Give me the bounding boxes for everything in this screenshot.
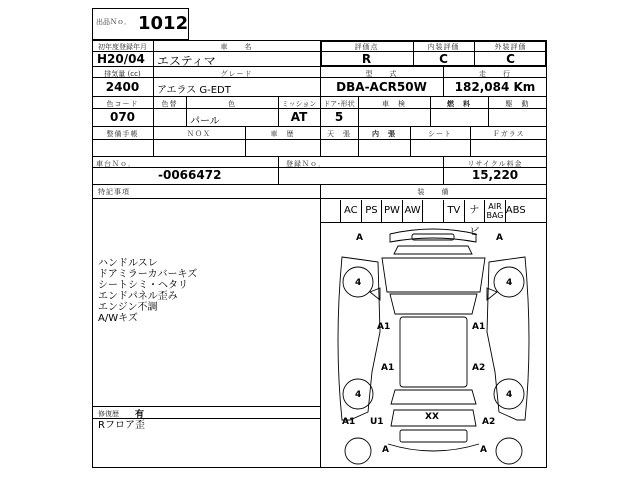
- label-color: 色: [228, 100, 236, 108]
- mark-tire-rl: 4: [355, 390, 362, 400]
- label-model: 型 式: [365, 70, 398, 78]
- equipment-item: AW: [402, 200, 423, 222]
- lot-number-label: 出品Ｎｏ．: [96, 18, 131, 26]
- equipment-item: TV: [443, 200, 464, 222]
- label-headliner: 天 張: [327, 130, 351, 138]
- mark-door-rr: A2: [472, 363, 486, 373]
- label-color-code: 色コード: [106, 100, 139, 108]
- label-windshield: Ｆガラス: [492, 130, 525, 138]
- mark-door-rl: A1: [381, 363, 395, 373]
- equipment-item: PS: [361, 200, 382, 222]
- doors: 5: [334, 110, 344, 124]
- color: パール: [190, 116, 220, 127]
- score-value: R: [361, 52, 372, 66]
- exterior-value: C: [506, 52, 515, 66]
- mark-rear-a1: A1: [342, 417, 356, 427]
- label-equipment: 装 備: [417, 188, 450, 196]
- remark-line: エンジン不調: [98, 302, 158, 313]
- label-maintenance-book: 整備手帳: [106, 130, 139, 138]
- first-registration: H20/04: [97, 52, 145, 66]
- label-mission: ミッション: [281, 100, 317, 108]
- label-exterior: 外装評価: [494, 43, 527, 51]
- mark-tire-fl: 4: [355, 278, 362, 288]
- mark-bottom-right: A: [480, 445, 487, 455]
- mark-pillar-fr: A1: [472, 322, 486, 332]
- mark-front-right: A: [496, 233, 503, 243]
- mark-tire-fr: 4: [506, 278, 513, 288]
- label-mileage: 走 行: [479, 70, 511, 78]
- label-drive: 駆 動: [505, 100, 530, 108]
- label-interior: 内装評価: [427, 43, 460, 51]
- label-interior-trim: 内 張: [372, 130, 396, 138]
- equipment-item: AC: [340, 200, 361, 222]
- label-doors: ドア･形状: [323, 100, 355, 108]
- equipment-item: PW: [381, 200, 402, 222]
- vehicle-damage-diagram: [320, 222, 547, 468]
- label-score: 評価点: [354, 43, 379, 51]
- displacement: 2400: [105, 80, 140, 94]
- label-fuel: 燃 料: [447, 100, 471, 108]
- label-registration-number: 登録Ｎｏ．: [286, 160, 326, 168]
- label-nox: ＮＯＸ: [187, 130, 211, 138]
- remark-line: エンドパネル歪み: [98, 291, 178, 302]
- label-car-name: 車 名: [220, 43, 253, 51]
- label-repair-history: 修復歴: [98, 410, 119, 418]
- remark-line: ドアミラーカバーキズ: [98, 269, 198, 280]
- label-seat: シート: [428, 130, 452, 138]
- equipment-item: AIR BAG: [484, 200, 505, 222]
- model-code: DBA-ACR50W: [336, 80, 427, 94]
- label-chassis-number: 車台Ｎｏ．: [96, 160, 136, 168]
- equipment-item: ナビ: [464, 200, 485, 222]
- interior-value: C: [439, 52, 448, 66]
- mission: AT: [290, 110, 308, 124]
- recycle-fee: 15,220: [471, 168, 519, 182]
- mark-rear-a2: A2: [482, 417, 496, 427]
- car-name: エスティマ: [157, 54, 216, 68]
- mark-pillar-fl: A1: [377, 322, 391, 332]
- label-history: 車 歴: [270, 130, 295, 138]
- mark-tire-rr: 4: [506, 390, 513, 400]
- mark-front-left: A: [356, 233, 363, 243]
- grade: アエラス G-EDT: [157, 85, 231, 96]
- label-first-registration: 初年度登録年月: [98, 43, 147, 51]
- label-inspection: 車 検: [382, 100, 406, 108]
- chassis-number: -0066472: [158, 168, 222, 182]
- label-remarks: 特記事項: [98, 188, 130, 196]
- repair-detail: Rフロア歪: [98, 420, 145, 431]
- remark-line: ハンドルスレ: [98, 258, 158, 269]
- equipment-item: [422, 200, 443, 222]
- mileage: 182,084 Km: [454, 80, 536, 94]
- mark-rear-xx: XX: [425, 412, 439, 422]
- remark-line: A/Wキズ: [98, 313, 138, 324]
- label-grade: グレード: [220, 70, 253, 78]
- mark-bottom-left: A: [382, 445, 389, 455]
- label-displacement: 排気量 (cc): [104, 70, 141, 78]
- repair-history-value: 有: [135, 410, 145, 420]
- remark-line: シートシミ・ヘタリ: [98, 280, 188, 291]
- equipment-item: ABS: [505, 200, 526, 222]
- label-color-change: 色替: [161, 100, 178, 108]
- mark-rear-u1: U1: [370, 417, 384, 427]
- color-code: 070: [109, 110, 136, 124]
- label-recycle-fee: リサイクル料金: [467, 160, 523, 168]
- lot-number: 1012: [138, 13, 189, 34]
